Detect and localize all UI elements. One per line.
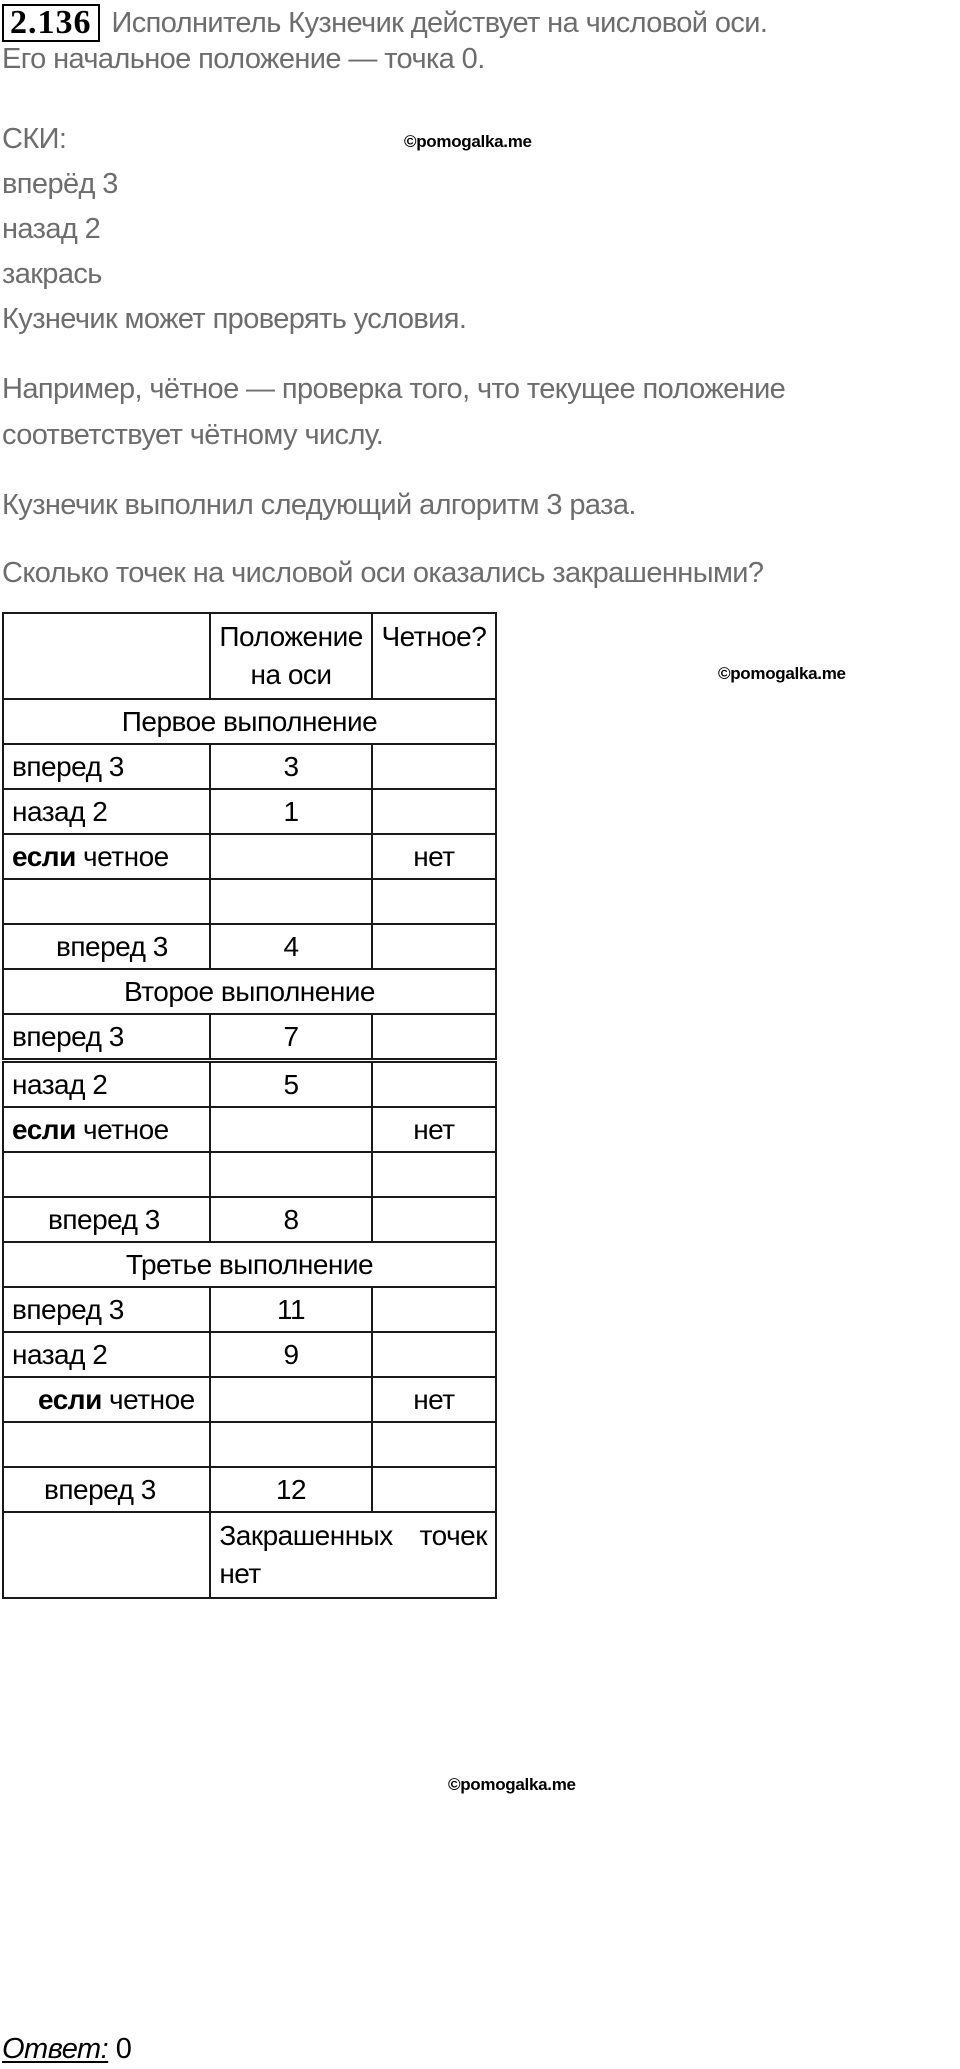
cmd-cell — [3, 1107, 210, 1152]
watermark-top: ©pomogalka.me — [404, 132, 532, 151]
cmd-cell — [3, 1152, 210, 1197]
table-row — [3, 789, 496, 834]
cmd-cell: вперед 3 — [3, 924, 210, 969]
summary-line-1 — [219, 1517, 487, 1555]
cmd-cell — [3, 834, 210, 879]
cmd-cell: вперед 3 — [3, 1287, 210, 1332]
pos-cell: 12 — [210, 1467, 371, 1512]
solution-table — [2, 612, 497, 1599]
summary-line-2: нет — [219, 1558, 261, 1589]
header-empty-cell — [3, 613, 210, 699]
even-cell — [372, 1061, 496, 1108]
pos-cell: 8 — [210, 1197, 371, 1242]
cmd-cell: назад 2 — [3, 789, 210, 834]
ski-label: СКИ: — [2, 123, 67, 155]
pos-cell: 1 — [210, 789, 371, 834]
even-cell — [372, 924, 496, 969]
cmd-cell: назад 2 — [3, 1332, 210, 1377]
summary-row — [3, 1512, 496, 1598]
even-cell — [372, 1332, 496, 1377]
summary-empty-cell — [3, 1512, 210, 1598]
section-title: Второе выполнение — [3, 969, 496, 1014]
pos-cell: 4 — [210, 924, 371, 969]
table-row — [3, 1332, 496, 1377]
header-position-line2: на оси — [250, 659, 332, 690]
even-cell — [372, 1422, 496, 1467]
even-cell: нет — [372, 834, 496, 879]
table-row — [3, 1287, 496, 1332]
table-row — [3, 1377, 496, 1422]
even-cell — [372, 1287, 496, 1332]
section-title: Первое выполнение — [3, 699, 496, 744]
intro-line-1: Исполнитель Кузнечик действует на числовой оси. — [111, 7, 768, 39]
even-cell — [372, 789, 496, 834]
answer-label: Ответ: — [2, 2033, 109, 2065]
header-position — [210, 613, 371, 699]
keyword-if: если — [38, 1383, 102, 1415]
cmd-cell — [3, 1377, 210, 1422]
pos-cell — [210, 879, 371, 924]
header-even: Четное? — [372, 613, 496, 699]
summary-word-2: точек — [419, 1520, 487, 1551]
even-cell — [372, 1014, 496, 1061]
pos-cell: 3 — [210, 744, 371, 789]
condition-text: четное — [101, 1383, 195, 1415]
table-row — [3, 1422, 496, 1467]
pos-cell: 11 — [210, 1287, 371, 1332]
even-cell — [372, 1467, 496, 1512]
header-position-line1: Положение — [219, 621, 363, 652]
even-cell — [372, 744, 496, 789]
summary-word-1: Закрашенных — [219, 1520, 393, 1551]
section-row — [3, 969, 496, 1014]
even-cell — [372, 1152, 496, 1197]
problem-number-badge: 2.136 — [2, 4, 100, 42]
condition-text: четное — [75, 840, 169, 872]
even-cell — [372, 879, 496, 924]
section-row — [3, 1242, 496, 1287]
cmd-cell: назад 2 — [3, 1061, 210, 1108]
table-row — [3, 834, 496, 879]
command-forward: вперёд 3 — [2, 168, 118, 200]
cmd-cell: вперед 3 — [3, 1467, 210, 1512]
answer — [2, 2032, 131, 2066]
answer-value: 0 — [108, 2033, 132, 2065]
even-cell: нет — [372, 1107, 496, 1152]
cmd-cell: вперед 3 — [3, 1197, 210, 1242]
pos-cell — [210, 1152, 371, 1197]
section-title: Третье выполнение — [3, 1242, 496, 1287]
table-row — [3, 1014, 496, 1061]
table-row — [3, 924, 496, 969]
cmd-cell — [3, 1422, 210, 1467]
pos-cell: 7 — [210, 1014, 371, 1061]
command-back: назад 2 — [2, 213, 101, 245]
summary-cell — [210, 1512, 496, 1598]
pos-cell: 9 — [210, 1332, 371, 1377]
example-line-1: Например, чётное — проверка того, что текущее положение — [2, 373, 786, 405]
table-row — [3, 744, 496, 789]
pos-cell — [210, 1107, 371, 1152]
watermark-bottom: ©pomogalka.me — [448, 1775, 576, 1794]
cmd-cell: вперед 3 — [3, 1014, 210, 1061]
pos-cell — [210, 1377, 371, 1422]
section-row — [3, 699, 496, 744]
table-row — [3, 1107, 496, 1152]
table-row — [3, 1467, 496, 1512]
pos-cell: 5 — [210, 1061, 371, 1108]
question-line: Сколько точек на числовой оси оказались закрашенными? — [2, 557, 764, 589]
cmd-cell — [3, 879, 210, 924]
table-row — [3, 1197, 496, 1242]
intro-line-2: Его начальное положение — точка 0. — [2, 43, 485, 75]
table-row — [3, 1061, 496, 1108]
conditions-line: Кузнечик может проверять условия. — [2, 303, 467, 335]
cmd-cell: вперед 3 — [3, 744, 210, 789]
problem-header — [2, 4, 767, 42]
table-row — [3, 1152, 496, 1197]
example-line-2: соответствует чётному числу. — [2, 419, 384, 451]
algorithm-line: Кузнечик выполнил следующий алгоритм 3 раза. — [2, 489, 636, 521]
even-cell: нет — [372, 1377, 496, 1422]
keyword-if: если — [12, 1113, 76, 1145]
condition-text: четное — [75, 1113, 169, 1145]
watermark-right: ©pomogalka.me — [718, 664, 846, 683]
pos-cell — [210, 834, 371, 879]
even-cell — [372, 1197, 496, 1242]
command-paint: закрась — [2, 258, 102, 290]
keyword-if: если — [12, 840, 76, 872]
table-row — [3, 879, 496, 924]
pos-cell — [210, 1422, 371, 1467]
table-header-row — [3, 613, 496, 699]
